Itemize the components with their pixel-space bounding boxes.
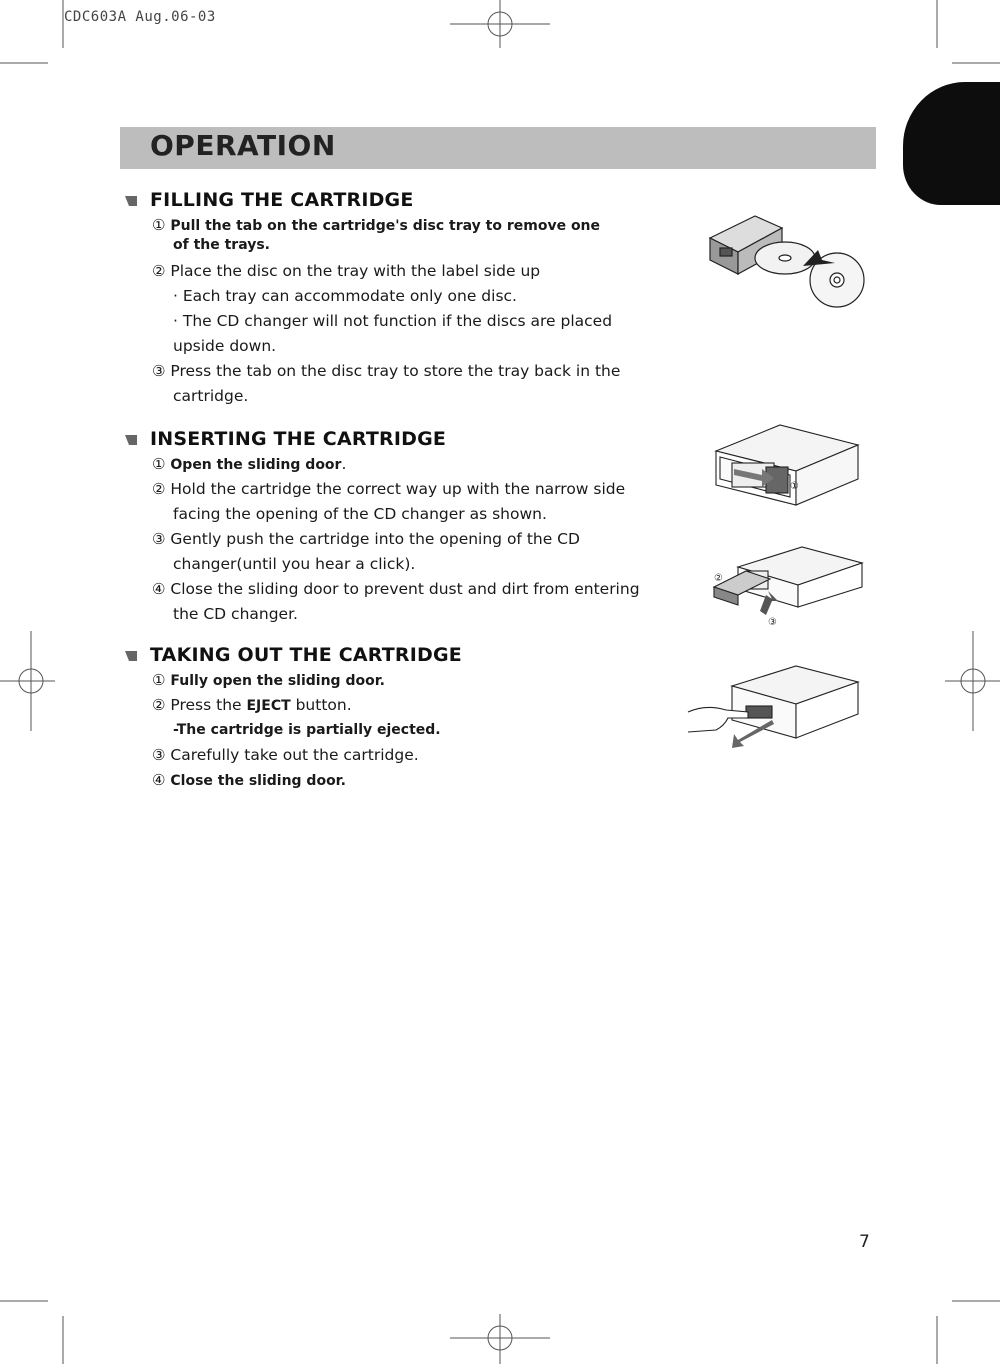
step-number: ④ (152, 580, 166, 598)
step-number: ③ (152, 362, 166, 380)
heading-marker-icon (124, 434, 138, 446)
step-text: Fully open the sliding door. (170, 673, 385, 689)
inserting-step-2 (152, 477, 625, 502)
inserting-step-1 (152, 452, 346, 478)
step-text: Carefully take out the cartridge. (170, 746, 419, 764)
figure-callout-3: ③ (768, 617, 777, 628)
taking-step-4 (152, 768, 346, 794)
step-number: ② (152, 262, 166, 280)
figure-take-out-cartridge (686, 660, 864, 752)
step-text: Open the sliding door (170, 457, 342, 473)
inserting-step-2-continued: facing the opening of the CD changer as shown. (173, 505, 547, 523)
taking-step-2-note: -The cartridge is partially ejected. (173, 722, 441, 738)
heading-inserting-cartridge: INSERTING THE CARTRIDGE (150, 428, 447, 450)
inserting-step-4-continued: the CD changer. (173, 605, 298, 623)
step-number: ③ (152, 530, 166, 548)
filling-step-2 (152, 259, 540, 284)
page-number: 7 (859, 1232, 870, 1252)
filling-step-3 (152, 359, 620, 384)
step-text: Place the disc on the tray with the label side up (170, 262, 541, 280)
step-number: ① (152, 455, 166, 473)
filling-bullet-2: · The CD changer will not function if the discs are placed (173, 312, 613, 330)
figure-cartridge-disc (700, 208, 870, 304)
step-number: ① (152, 216, 166, 234)
heading-taking-out-cartridge: TAKING OUT THE CARTRIDGE (150, 644, 462, 666)
heading-filling-cartridge: FILLING THE CARTRIDGE (150, 189, 414, 211)
step-text: Press the tab on the disc tray to store the tray back in the (170, 362, 621, 380)
heading-marker-icon (124, 650, 138, 662)
step-text: Hold the cartridge the correct way up with the narrow side (170, 480, 626, 498)
taking-step-2 (152, 693, 352, 719)
step-number: ③ (152, 746, 166, 764)
step-number: ④ (152, 771, 166, 789)
figure-callout-2: ② (714, 573, 723, 584)
figure-open-sliding-door (710, 423, 860, 507)
heading-marker-icon (124, 195, 138, 207)
filling-bullet-1: · Each tray can accommodate only one disc. (173, 287, 517, 305)
step-number: ① (152, 671, 166, 689)
inserting-step-3-continued: changer(until you hear a click). (173, 555, 416, 573)
inserting-step-4 (152, 577, 640, 602)
taking-step-1 (152, 668, 385, 694)
step-text: Close the sliding door to prevent dust and dirt from entering (170, 580, 640, 598)
step-text-continued: of the trays. (173, 237, 271, 253)
inserting-step-3 (152, 527, 580, 552)
filling-bullet-2-continued: upside down. (173, 337, 277, 355)
step-text: Pull the tab on the cartridge's disc tray to remove one (170, 218, 601, 234)
step-text: Gently push the cartridge into the opening of the CD (170, 530, 580, 548)
taking-step-3 (152, 743, 419, 768)
step-text-end: . (341, 455, 347, 473)
step-number: ② (152, 480, 166, 498)
step-text: Press the (170, 696, 247, 714)
document-code: CDC603A Aug.06-03 (64, 9, 216, 25)
filling-step-3-continued: cartridge. (173, 387, 249, 405)
figure-insert-cartridge (710, 545, 865, 630)
figure-callout-1: ① (790, 481, 799, 492)
step-text-end: button. (290, 696, 352, 714)
eject-key-label: EJECT (246, 698, 291, 714)
section-title: OPERATION (150, 129, 336, 162)
step-number: ② (152, 696, 166, 714)
step-text: Close the sliding door. (170, 773, 346, 789)
